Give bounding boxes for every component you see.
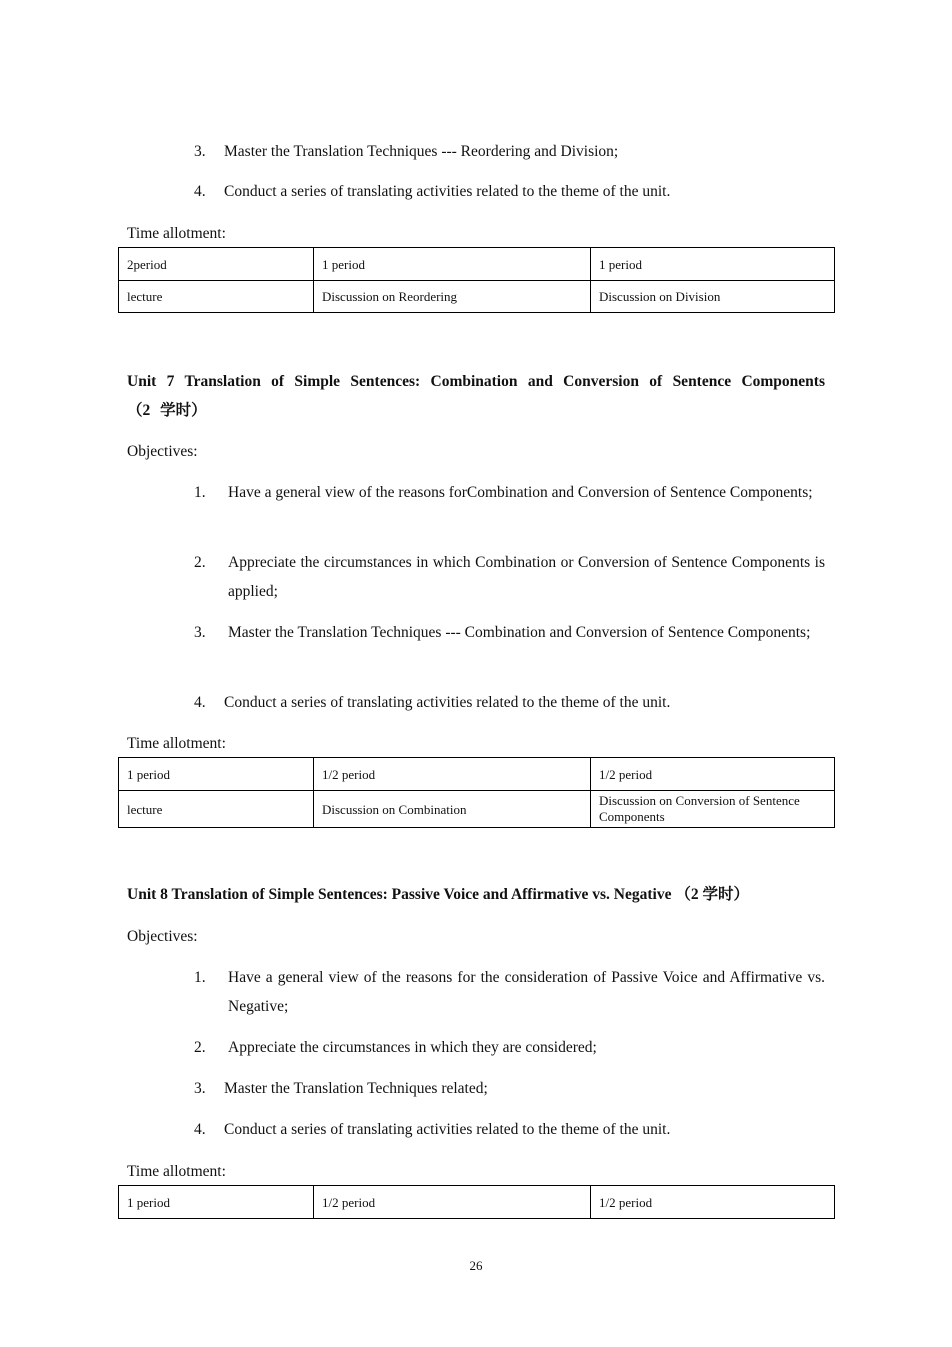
time-allotment-label: Time allotment: <box>127 735 226 752</box>
table-cell: Discussion on Combination <box>314 791 591 828</box>
table-cell: 1 period <box>119 758 314 791</box>
table-cell: 1/2 period <box>314 1186 591 1219</box>
list-number: 1. <box>194 484 206 501</box>
table-cell: lecture <box>119 791 314 828</box>
list-number: 4. <box>194 183 206 200</box>
list-number: 3. <box>194 624 206 641</box>
table-cell: 1 period <box>119 1186 314 1219</box>
time-allotment-label: Time allotment: <box>127 225 226 242</box>
list-item-text: Conduct a series of translating activities related to the theme of the unit. <box>224 183 671 200</box>
list-number: 2. <box>194 1039 206 1056</box>
list-item-text: Have a general view of the reasons forCombination and Conversion of Sentence Components; <box>228 484 813 501</box>
table-cell: 1 period <box>591 248 835 281</box>
objectives-label: Objectives: <box>127 443 198 460</box>
table-row <box>119 1186 835 1219</box>
table-cell: 1/2 period <box>591 1186 835 1219</box>
table-cell: 1 period <box>314 248 591 281</box>
table-cell: 1/2 period <box>591 758 835 791</box>
list-item-text: Appreciate the circumstances in which they are considered; <box>228 1039 597 1056</box>
table-cell: 1/2 period <box>314 758 591 791</box>
list-item-text: Conduct a series of translating activities related to the theme of the unit. <box>224 694 671 711</box>
page-number: 26 <box>469 1258 483 1273</box>
list-number: 3. <box>194 143 206 160</box>
table-row <box>119 791 835 828</box>
time-allotment-label: Time allotment: <box>127 1163 226 1180</box>
time-allotment-table <box>118 757 835 828</box>
table-cell: Discussion on Conversion of Sentence Components <box>591 791 835 828</box>
time-allotment-table <box>118 1185 835 1219</box>
table-row <box>119 758 835 791</box>
time-allotment-table <box>118 247 835 313</box>
table-row <box>119 248 835 281</box>
unit-7-heading: Unit 7 Translation of Simple Sentences: Combination and Conversion of Sentence Components （2 学时） <box>127 373 825 419</box>
table-cell: lecture <box>119 281 314 313</box>
objectives-label: Objectives: <box>127 928 198 945</box>
list-number: 1. <box>194 969 206 986</box>
list-item-text: Master the Translation Techniques --- Reordering and Division; <box>224 143 619 160</box>
list-number: 4. <box>194 1121 206 1138</box>
list-item-text: Conduct a series of translating activities related to the theme of the unit. <box>224 1121 671 1138</box>
list-item-text: Master the Translation Techniques --- Combination and Conversion of Sentence Components; <box>228 624 811 641</box>
unit-8-heading: Unit 8 Translation of Simple Sentences: Passive Voice and Affirmative vs. Negative （2 学时） <box>127 886 749 903</box>
list-number: 3. <box>194 1080 206 1097</box>
table-cell: Discussion on Reordering <box>314 281 591 313</box>
table-row <box>119 281 835 313</box>
list-item-text: Have a general view of the reasons for the consideration of Passive Voice and Affirmative vs. Negative; <box>228 969 825 1015</box>
table-cell: 2period <box>119 248 314 281</box>
list-item-text: Master the Translation Techniques related; <box>224 1080 488 1097</box>
list-item-text: Appreciate the circumstances in which Combination or Conversion of Sentence Components is applied; <box>228 554 825 600</box>
table-cell: Discussion on Division <box>591 281 835 313</box>
list-number: 4. <box>194 694 206 711</box>
list-number: 2. <box>194 554 206 571</box>
